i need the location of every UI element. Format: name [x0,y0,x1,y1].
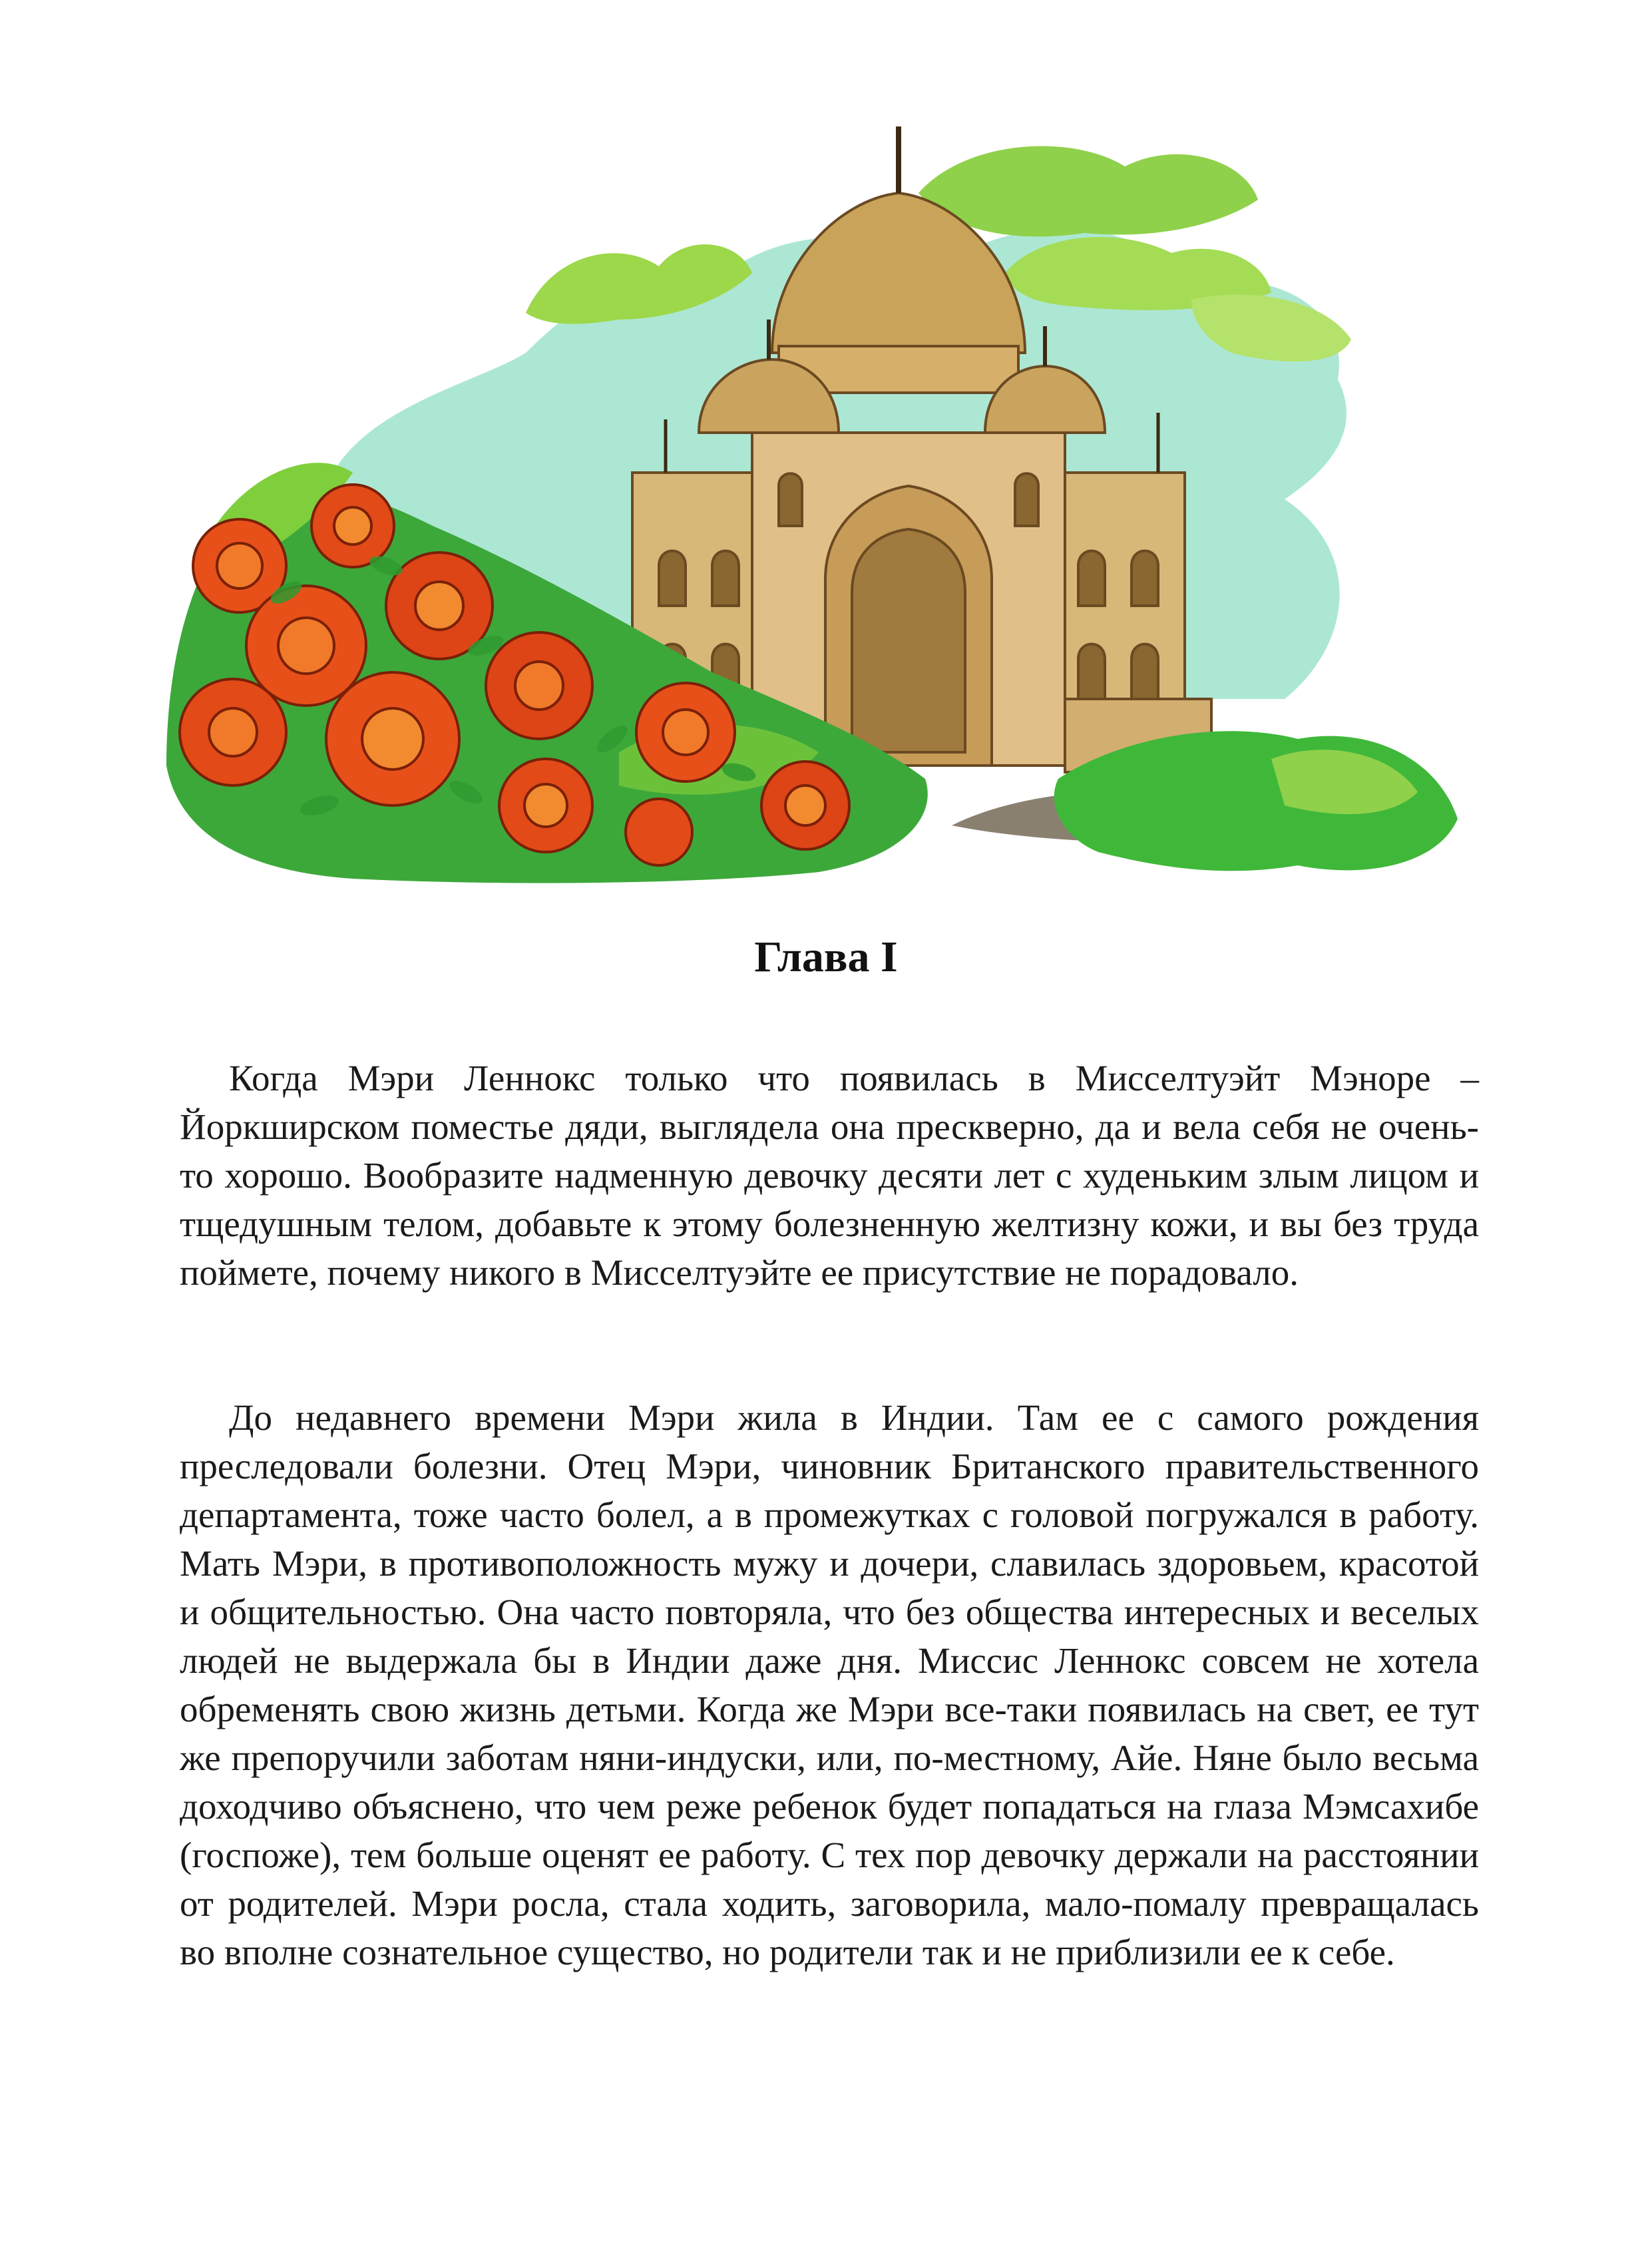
palace-illustration [153,100,1511,892]
chapter-title: Глава I [754,933,898,981]
cloud-top [919,146,1258,236]
paragraph-2: До недавнего времени Мэри жила в Индии. Там ее с самого рождения преследовали болезни. Отец Мэри, чиновник Британского правительственного департамента, тоже часто болел, а в промежутках с головой погружался в работу. Мать Мэри, в противоположность мужу и дочери, славилась здоровьем, красотой и общительностью. Она часто повторяла, что без общества интересных и веселых людей не выдержала бы в Индии даже дня. Миссис Леннокс совсем не хотела обременять свою жизнь детьми. Когда же Мэри все-таки появилась на свет, ее тут же препоручили заботам няни-индуски, или, по-местному, Айе. Няне было весьма доходчиво объяснено, что чем реже ребенок будет попадаться на глаза Мэмсахибе (госпоже), тем больше оценят ее работу. С тех пор девочку держали на расстоянии от родителей. Мэри росла, стала ходить, заговорила, мало-помалу превращалась во вполне сознательное существо, но родители так и не приблизили ее к себе. [180,1397,1479,1972]
paragraph-1: Когда Мэри Леннокс только что появилась в Мисселтуэйт Мэноре – Йоркширском поместье дяди, выглядела она прескверно, да и вела себя не очень-то хорошо. Вообразите надменную девочку десяти лет с худеньким злым лицом и тщедушным телом, добавьте к этому болезненную желтизну кожи, и вы без труда поймете, почему никого в Мисселтуэйте ее присутствие не порадовало. [180,1058,1479,1293]
